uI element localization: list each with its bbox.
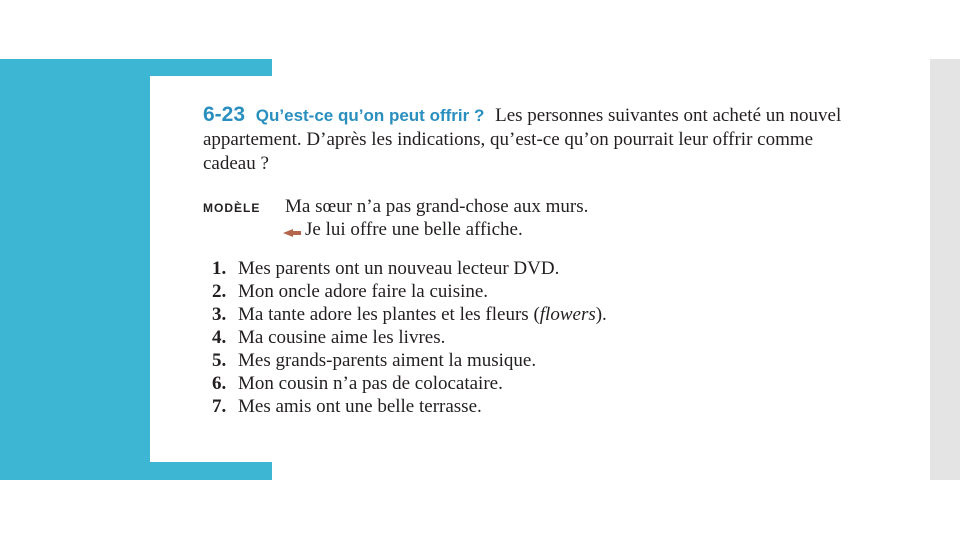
item-number: 6. — [212, 373, 227, 394]
item-number: 4. — [212, 327, 227, 348]
exercise-items — [212, 258, 607, 419]
exercise-title: Qu’est-ce qu’on peut offrir ? — [255, 106, 485, 125]
item-number: 1. — [212, 258, 227, 279]
list-item — [212, 304, 607, 327]
list-item — [212, 281, 607, 304]
list-item — [212, 396, 607, 419]
item-number: 5. — [212, 350, 227, 371]
exercise-header — [203, 103, 863, 176]
item-text: Ma cousine aime les livres. — [238, 327, 446, 348]
item-text: Mon cousin n’a pas de colocataire. — [238, 373, 503, 394]
item-text: Mes grands-parents aiment la musique. — [238, 350, 537, 371]
item-text-italic: flowers — [539, 304, 596, 325]
item-text: Mes parents ont un nouveau lecteur DVD. — [238, 258, 560, 279]
list-item — [212, 373, 607, 396]
exercise-number: 6-23 — [203, 103, 246, 126]
list-item — [212, 350, 607, 373]
arrow-right-icon — [281, 223, 303, 237]
item-text: Mon oncle adore faire la cuisine. — [238, 281, 489, 302]
item-text-end: ). — [595, 304, 607, 325]
item-text-start: Ma tante adore les plantes et les fleurs ( — [238, 304, 540, 325]
item-number: 7. — [212, 396, 227, 417]
item-text: Mes amis ont une belle terrasse. — [238, 396, 482, 417]
item-number: 2. — [212, 281, 227, 302]
item-text — [238, 304, 607, 325]
list-item — [212, 327, 607, 350]
item-number: 3. — [212, 304, 227, 325]
model-answer: Je lui offre une belle affiche. — [305, 219, 523, 240]
model-answer-row — [281, 219, 523, 241]
side-strip — [930, 59, 960, 480]
exercise-card — [150, 76, 930, 462]
exercise-instructions: Les personnes suivantes ont acheté un nouvel appartement. D’après les indications, qu’est-ce qu’on pourrait leur offrir comme cadeau ? — [203, 105, 842, 174]
model-prompt: Ma sœur n’a pas grand-chose aux murs. — [285, 196, 589, 217]
list-item — [212, 258, 607, 281]
model-label: MODÈLE — [203, 201, 261, 215]
